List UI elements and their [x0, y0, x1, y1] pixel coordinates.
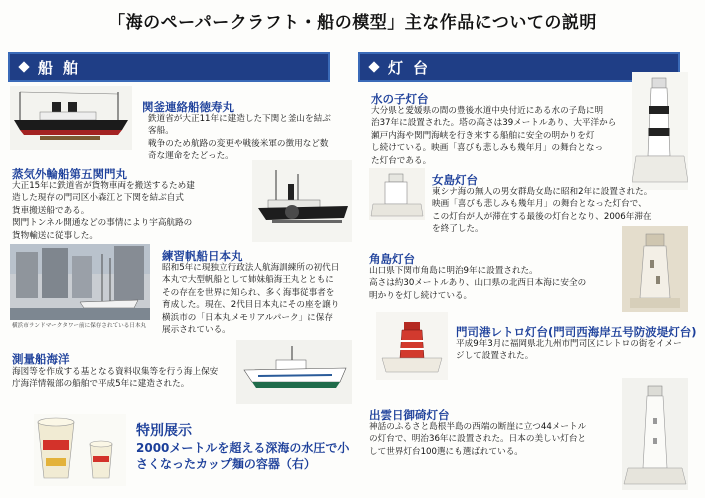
lighthouse3-line: 山口県下関市角島に明治9年に設置された。	[369, 266, 538, 276]
meshima-photo	[369, 168, 425, 220]
mojiko-retro-photo	[376, 312, 448, 380]
lighthouse1-line: し続けている。映画「喜びも悲しみも幾年月」の舞台となっ	[371, 143, 604, 154]
lighthouse2-line: を終了した。	[432, 224, 484, 235]
ship2-line: 貨物輸送に従事した。	[12, 230, 98, 241]
hinomisaki-photo	[622, 378, 688, 490]
lighthouse2-line: 映画「喜びも悲しみも幾年月」の舞台となった灯台で、	[432, 199, 647, 210]
ship3-line: 横浜市の「日本丸メモリアルパーク」に保存	[162, 312, 333, 323]
mizunoko-photo	[632, 72, 688, 190]
ship4-name: 測量船海洋	[12, 352, 70, 366]
ship3-line: その存在を世界に知られ、多く海事従事者を	[162, 287, 335, 298]
diamond-icon	[18, 61, 29, 72]
ship2-line: 大正15年に鉄道省が貨物車両を搬送するため建	[12, 181, 195, 191]
lighthouse3-line: 明かりを灯し続けている。	[369, 290, 473, 301]
tsunoshima-photo	[622, 226, 688, 312]
lighthouse2-name: 女島灯台	[432, 173, 478, 187]
lighthouse5-description	[369, 421, 617, 458]
ship2-line: 造した現存の門司区小森江と下関を結ぶ自式	[12, 193, 184, 204]
special-exhibit-description	[136, 440, 349, 472]
nipponmaru-photo	[10, 244, 150, 320]
lighthouses-banner-label: 灯台	[388, 58, 439, 77]
ship2-description	[12, 180, 252, 242]
lighthouse5-line: の灯台で、明治36年に設置された。日本の美しい灯台と	[369, 434, 587, 445]
lighthouse1-line: た灯台である。	[371, 155, 432, 166]
special-exhibit-title: 特別展示	[136, 423, 192, 439]
ship1-description	[148, 113, 348, 163]
ship3-name: 練習帆船日本丸	[162, 249, 243, 263]
special-line: さくなったカップ麺の容器（右）	[136, 457, 316, 471]
ship3-description	[162, 262, 352, 336]
ship4-line: 海図等を作成する基となる資料収集等を行う海上保安	[12, 367, 219, 377]
nipponmaru-caption: 横浜市ランドマークタワー前に保存されている日本丸	[12, 323, 147, 329]
ship3-line: 展示されている。	[162, 325, 231, 336]
lighthouse5-line: して世界灯台100選にも選ばれている。	[369, 446, 523, 457]
lighthouse1-name: 水の子灯台	[371, 92, 429, 106]
ships-banner-label: 船舶	[38, 58, 89, 77]
lighthouse5-line: 神話のふるさと島根半島の西端の断崖に立つ44メートル	[369, 422, 587, 432]
ship3-line: 本丸で大型帆船として姉妹船海王丸とともに	[162, 275, 334, 286]
ship2-name: 蒸気外輪船第五関門丸	[12, 167, 127, 181]
ships-banner	[8, 52, 330, 82]
page-title: 「海のペーパークラフト・船の模型」主な作品についての説明	[108, 13, 597, 33]
lighthouse3-line: 高さは約30メートルあり、山口県の北西日本海に安全の	[369, 278, 587, 289]
kanmonmaru-photo	[252, 160, 352, 242]
lighthouse4-title: 門司港レトロ灯台	[456, 325, 548, 339]
lighthouse1-description	[371, 105, 629, 167]
lighthouse4-line: ジして設置された。	[456, 351, 534, 362]
ship1-name: 関釜連絡船徳寿丸	[142, 100, 234, 114]
lighthouse5-name: 出雲日御碕灯台	[369, 408, 450, 422]
lighthouse2-line: この灯台が人が滞在する最後の灯台となり、2006年滞在	[432, 211, 652, 222]
diamond-icon	[368, 61, 379, 72]
ship2-line: 貨車搬送船である。	[12, 205, 90, 216]
ship2-line: 関門トンネル開通などの事情により宇高航路の	[12, 218, 193, 229]
ship1-line: 客船。	[148, 126, 174, 137]
ship1-line: 戦争のため航路の変更や戦後米軍の徴用など数	[148, 138, 329, 149]
lighthouse4-line: 平成9年3月に福岡県北九州市門司区にレトロの街をイメー	[456, 339, 682, 349]
lighthouse1-line: 瀬戸内海や関門海峡を行き来する船舶に安全の明かりを灯	[371, 130, 595, 141]
lighthouse1-line: 大分県と愛媛県の間の豊後水道中央付近にある水の子島に明	[371, 106, 604, 116]
ship4-line: 庁海洋情報部の船舶で平成5年に建造された。	[12, 379, 190, 390]
lighthouse4-description	[456, 338, 696, 363]
cup-noodle-photo	[34, 414, 126, 486]
ship1-line: 鉄道省が大正11年に建造した下関と釜山を結ぶ	[148, 114, 331, 124]
ship1-line: 奇な運命をたどった。	[148, 151, 234, 162]
ship3-line: 昭和5年に現独立行政法人航海訓練所の初代日	[162, 263, 340, 273]
ship3-line: 育成した。現在、2代目日本丸にその座を譲り	[162, 300, 340, 311]
special-line: 2000メートルを超える深海の水圧で小	[136, 441, 350, 455]
lighthouse3-description	[369, 265, 619, 302]
lighthouse2-line: 東シナ海の無人の男女群島女島に昭和2年に設置された。	[432, 187, 653, 197]
tokujumaru-photo	[10, 86, 132, 150]
lighthouse4-subtitle: (門司西海岸五号防波堤灯台)	[548, 325, 697, 339]
lighthouse3-name: 角島灯台	[369, 252, 415, 266]
ship4-description	[12, 366, 252, 391]
kaiyo-photo	[236, 340, 352, 404]
lighthouse1-line: 治37年に設置された。塔の高さは39メートルあり、大平洋から	[371, 118, 617, 129]
